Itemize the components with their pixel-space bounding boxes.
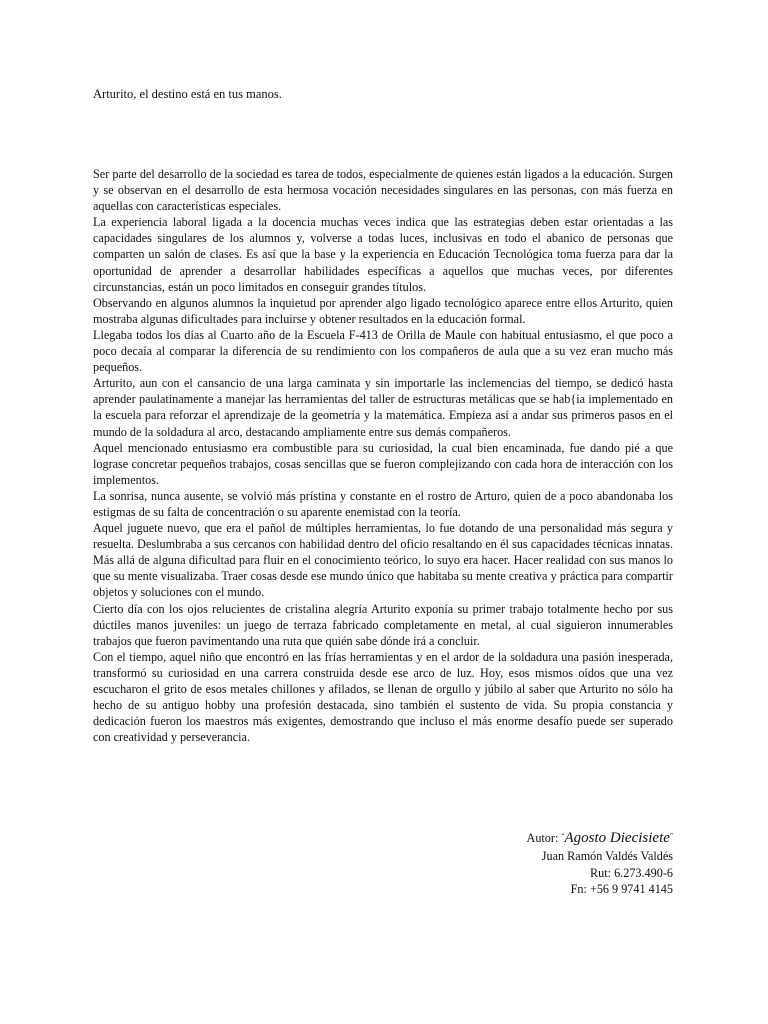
document-title: Arturito, el destino está en tus manos. [93, 87, 282, 101]
open-quote: “ [561, 832, 565, 840]
paragraph: Ser parte del desarrollo de la sociedad es tarea de todos, especialmente de quienes están ligados a la educación. Surgen y se observan en el desarrollo de esta hermosa vocación necesidades singulares en las personas, con más fuerza en aquellas con características especiales. [93, 167, 673, 214]
paragraph: Cierto día con los ojos relucientes de cristalina alegría Arturito exponía su primer trabajo totalmente hecho por sus dúctiles manos juveniles: un juego de terraza fabricado completamente en metal, al cual siguieron innumerables trabajos que fueron pavimentando una ruta que quién sabe dónde irá a concluir. [93, 601, 673, 648]
author-pseudonym: Agosto Diecisiete [564, 830, 670, 846]
paragraph: Observando en algunos alumnos la inquietud por aprender algo ligado tecnológico aparece entre ellos Arturito, quien mostraba algunas dificultades para incluirse y obtener resultados en la educación formal. [93, 295, 673, 326]
author-rut: Rut: 6.273.490-6 [590, 865, 673, 880]
author-line [527, 826, 673, 848]
paragraph: Con el tiempo, aquel niño que encontró en las frías herramientas y en el ardor de la soldadura una pasión inesperada, transformó su curiosidad en una carrera construida desde ese arco de luz. Hoy, esos mismos oídos que una vez escucharon el grito de esos metales chillones y afilados, se llenan de orgullo y júbilo al saber que Arturito no sólo ha hecho de su antiguo hobby una profesión destacada, sino también el sustento de vida. Su propia constancia y dedicación fueron los maestros más exigentes, demostrando que incluso el más enorme desafío puede ser superado con creatividad y perseverancia. [93, 649, 673, 745]
close-quote: ” [669, 832, 673, 840]
paragraph: Aquel juguete nuevo, que era el pañol de múltiples herramientas, lo fue dotando de una personalidad más segura y resuelta. Deslumbraba a sus cercanos con habilidad dentro del oficio resaltando en él sus capacidades técnicas innatas. Más allá de alguna dificultad para fluir en el conocimiento teórico, lo suyo era hacer. Hacer realidad con sus manos lo que su mente visualizaba. Traer cosas desde ese mundo único que habitaba su mente creativa y práctica para compartir objetos y soluciones con el mundo. [93, 521, 673, 600]
signature-block [527, 826, 673, 898]
paragraph: Llegaba todos los días al Cuarto año de la Escuela F-413 de Orilla de Maule con habitual entusiasmo, el que poco a poco decaía al comparar la diferencia de su rendimiento con los compañeros de aula que a su vez eran mucho más pequeños. [93, 327, 673, 375]
author-label: Autor: [526, 831, 559, 845]
paragraph: La experiencia laboral ligada a la docencia muchas veces indica que las estrategias deben estar orientadas a las capacidades singulares de los alumnos y, volverse a todas luces, inclusivas en todo el abanico de personas que comparten un salón de clases. Es así que la base y la experiencia en Educación Tecnológica toma fuerza para dar la oportunidad de aprender a desarrollar habilidades específicas a aquellos que muchas veces, por diferentes circunstancias, están un poco limitados en conseguir grandes títulos. [93, 215, 673, 294]
author-name: Juan Ramón Valdés Valdés [541, 849, 673, 863]
paragraph: La sonrisa, nunca ausente, se volvió más prístina y constante en el rostro de Arturo, quien de a poco abandonaba los estigmas de su falta de concentración o su aparente enemistad con la teoría. [93, 488, 673, 519]
document-body [93, 166, 673, 745]
author-phone: Fn: +56 9 9741 4145 [570, 882, 673, 896]
paragraph: Arturito, aun con el cansancio de una larga caminata y sin importarle las inclemencias del tiempo, se dedicó hasta aprender paulatinamente a manejar las herramientas del taller de estructuras metálicas que se hab{ia implementado en la escuela para reforzar el aprendizaje de la geometría y la matemática. Empieza así a andar sus primeros pasos en el mundo de la soldadura al arco, destacando ampliamente entre sus demás compañeros. [93, 376, 673, 439]
paragraph: Aquel mencionado entusiasmo era combustible para su curiosidad, la cual bien encaminada, fue dando pié a que lograse concretar pequeños trabajos, cosas sencillas que se fueron complejizando con cada hora de interacción con los implementos. [93, 440, 673, 487]
